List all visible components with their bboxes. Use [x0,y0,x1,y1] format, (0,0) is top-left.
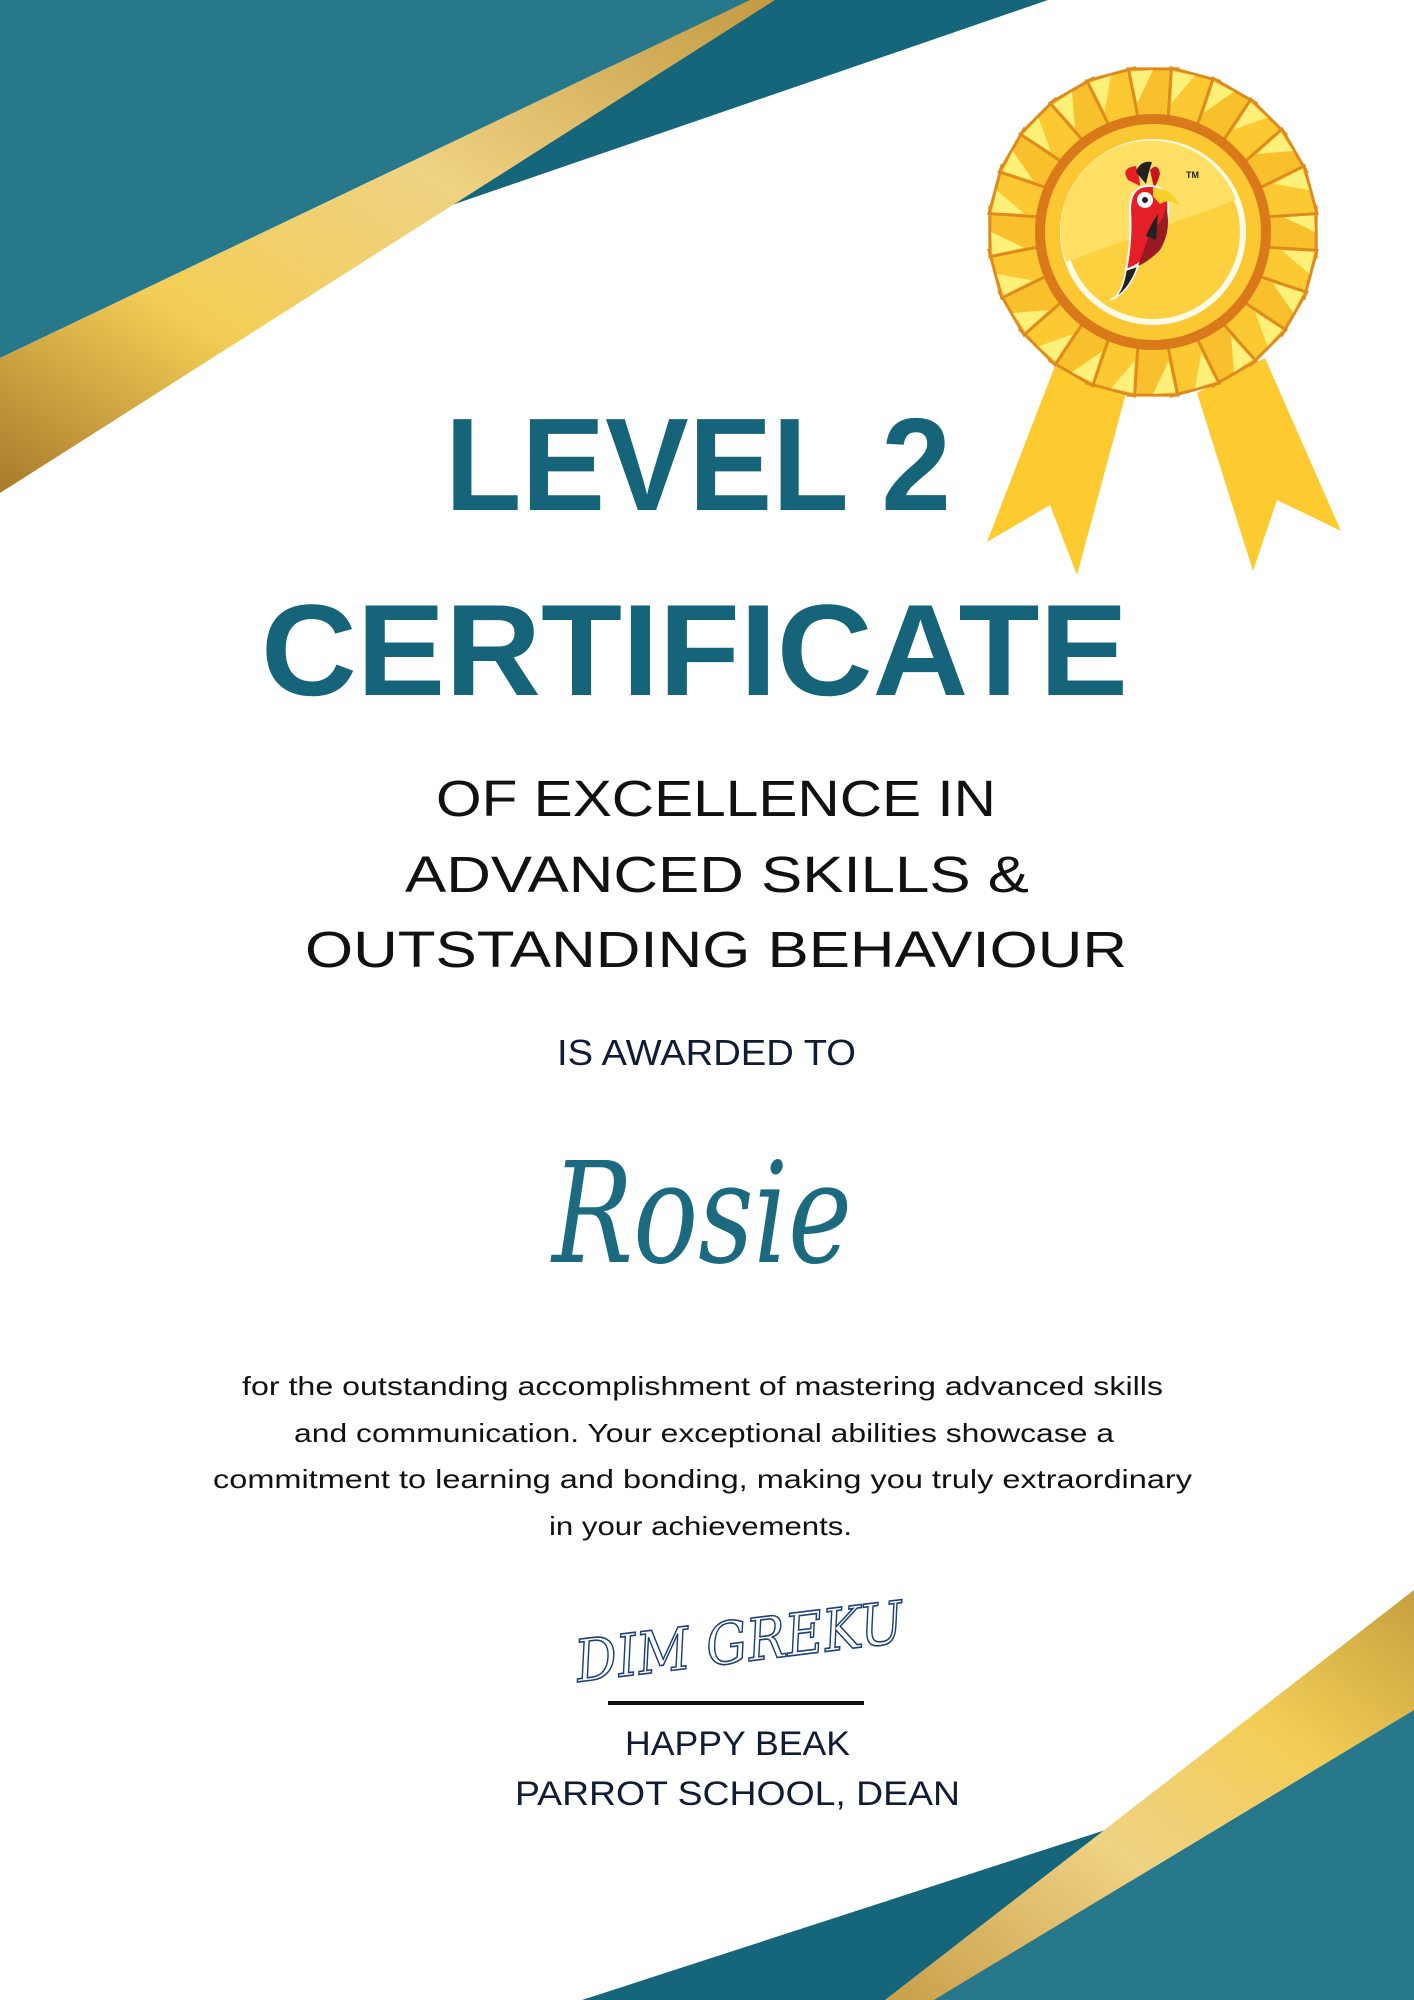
recipient-name: Rosie [549,1133,852,1296]
signer-title: PARROT SCHOOL, DEAN [515,1775,960,1813]
description-line: commitment to learning and bonding, making you truly extraordinary [213,1464,1192,1494]
description-line: for the outstanding accomplishment of mastering advanced skills [242,1371,1163,1401]
signature-line [608,1701,864,1705]
trademark-label: TM [1186,170,1199,180]
signer-name: HAPPY BEAK [625,1725,851,1763]
award-rosette-icon [987,68,1341,575]
certificate-level-title: LEVEL 2 [445,391,951,538]
subtitle-line: OUTSTANDING BEHAVIOUR [305,921,1127,978]
signature: DIM GREKU [571,1583,947,1696]
awarded-to-label: IS AWARDED TO [557,1032,856,1073]
subtitle-line: ADVANCED SKILLS & [405,846,1029,903]
certificate-title: CERTIFICATE [261,577,1128,723]
subtitle-line: OF EXCELLENCE IN [436,770,996,827]
description-line: and communication. Your exceptional abilities showcase a [294,1418,1115,1448]
description-line: in your achievements. [549,1511,852,1541]
